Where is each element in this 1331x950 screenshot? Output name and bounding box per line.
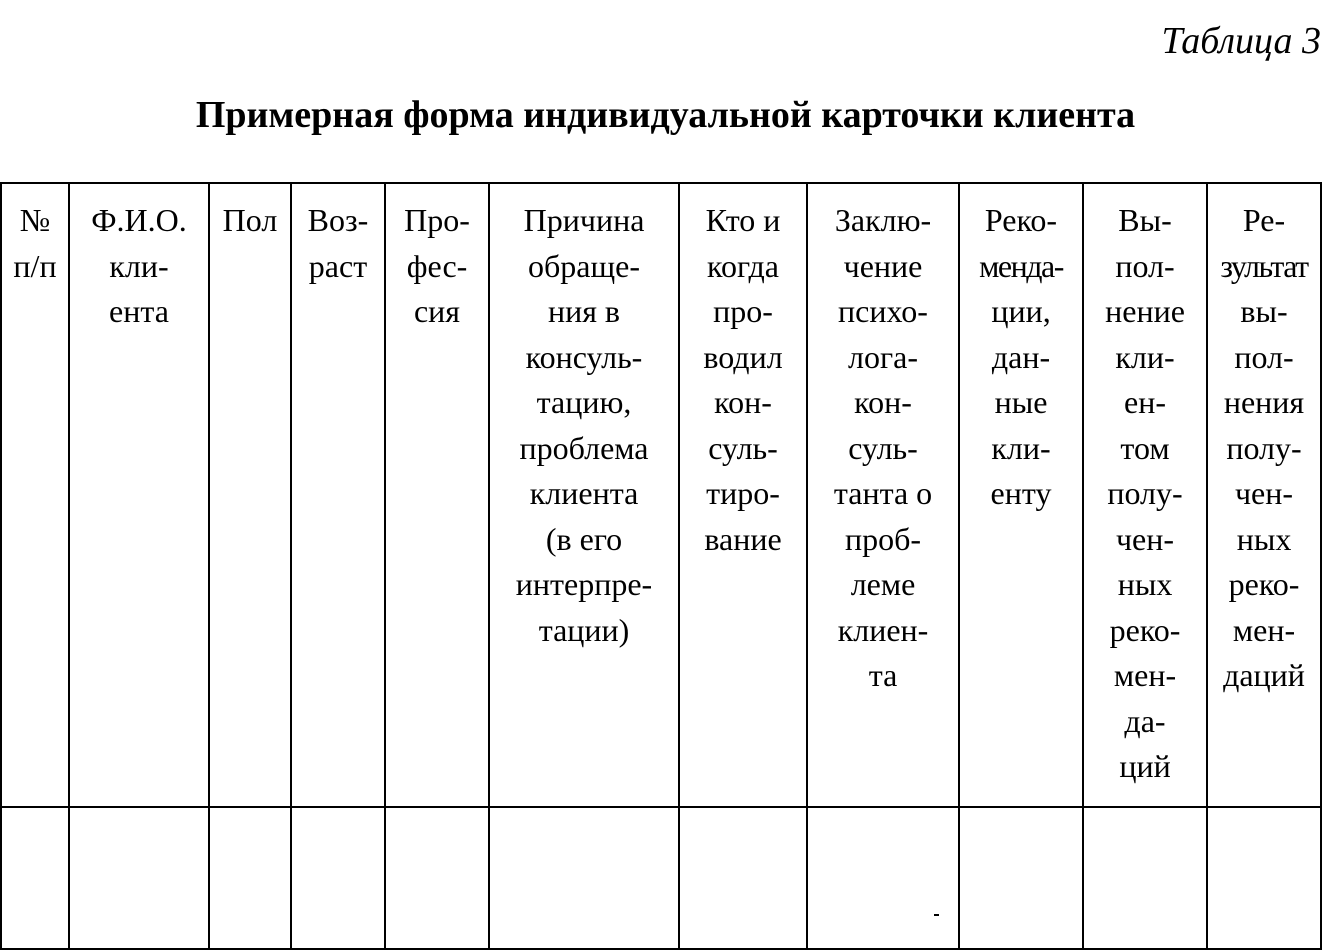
- header-num: [1, 183, 69, 807]
- header-line: Ф.И.О.: [91, 202, 187, 238]
- header-recommendations: [959, 183, 1083, 807]
- header-line: чен-: [1234, 475, 1294, 511]
- header-fio: [69, 183, 209, 807]
- cell-result[interactable]: [1207, 807, 1321, 949]
- header-reason: [489, 183, 679, 807]
- header-line: кон-: [714, 384, 772, 420]
- header-line: том: [1120, 429, 1170, 466]
- header-line: ных: [1117, 566, 1173, 602]
- header-line: ных: [1236, 520, 1292, 557]
- header-line: вы-: [1240, 293, 1288, 329]
- header-line: интерпре-: [515, 566, 653, 602]
- header-row: [1, 183, 1321, 807]
- header-line: фес-: [406, 247, 468, 284]
- header-line: Вы-: [1118, 202, 1172, 238]
- header-line: зультат: [1220, 247, 1308, 284]
- header-line: ции,: [991, 293, 1051, 329]
- header-line: лога-: [848, 338, 918, 375]
- header-line: ния в: [547, 293, 621, 329]
- header-line: суль-: [848, 429, 918, 466]
- cell-reason[interactable]: [489, 807, 679, 949]
- header-line: чен-: [1115, 520, 1175, 557]
- header-line: чение: [843, 247, 923, 284]
- header-line: ен-: [1124, 384, 1166, 420]
- header-line: Воз-: [307, 202, 369, 238]
- cell-who-when[interactable]: [679, 807, 807, 949]
- header-line: консуль-: [525, 338, 643, 375]
- header-line: мен-: [1113, 657, 1177, 693]
- header-line: ций: [1119, 748, 1171, 784]
- header-who-when: [679, 183, 807, 807]
- header-line: психо-: [838, 293, 928, 329]
- header-line: Ре-: [1242, 202, 1286, 238]
- header-line: клиен-: [837, 611, 929, 648]
- header-line: ента: [109, 293, 169, 329]
- header-line: тиро-: [706, 475, 780, 511]
- cell-conclusion[interactable]: [807, 807, 959, 949]
- header-line: п/п: [13, 247, 57, 284]
- header-line: вание: [704, 520, 782, 557]
- document-title: Примерная форма индивидуальной карточки клиента: [195, 94, 1136, 136]
- header-line: танта о: [833, 475, 933, 511]
- client-card-table: [0, 182, 1322, 950]
- header-line: про-: [713, 293, 773, 329]
- header-profession: [385, 183, 489, 807]
- header-line: №: [19, 202, 51, 238]
- header-line: Реко-: [984, 202, 1058, 238]
- header-line: проблема: [519, 429, 649, 466]
- header-line: да-: [1124, 702, 1166, 739]
- header-line: кли-: [1115, 338, 1175, 375]
- table-number-label: Таблица 3: [1161, 20, 1321, 62]
- header-line: полу-: [1107, 475, 1183, 511]
- header-line: Причина: [523, 202, 645, 238]
- header-line: сия: [413, 293, 461, 329]
- header-line: пол-: [1115, 247, 1175, 284]
- header-line: раст: [308, 247, 368, 284]
- header-line: проб-: [844, 520, 922, 557]
- header-line: водил: [703, 338, 783, 375]
- header-line: нение: [1105, 293, 1185, 329]
- scan-speck: [934, 914, 939, 916]
- cell-profession[interactable]: [385, 807, 489, 949]
- cell-fulfillment[interactable]: [1083, 807, 1207, 949]
- header-line: та: [868, 657, 898, 693]
- header-line: суль-: [708, 429, 778, 466]
- header-line: реко-: [1228, 566, 1300, 602]
- header-line: енту: [990, 475, 1052, 511]
- header-line: клиента: [529, 475, 639, 511]
- header-result: [1207, 183, 1321, 807]
- header-age: [291, 183, 385, 807]
- header-line: тацию,: [536, 384, 632, 420]
- header-sex: [209, 183, 291, 807]
- header-line: мен-: [1232, 611, 1296, 648]
- header-line: даций: [1223, 657, 1305, 693]
- header-line: Заклю-: [834, 202, 932, 238]
- header-line: кли-: [109, 247, 169, 284]
- header-line: леме: [850, 566, 916, 602]
- cell-recommendations[interactable]: [959, 807, 1083, 949]
- header-line: полу-: [1226, 429, 1302, 466]
- header-line: нения: [1223, 384, 1305, 420]
- empty-data-row: [1, 807, 1321, 949]
- header-line: менда-: [979, 247, 1063, 284]
- header-line: (в его: [545, 520, 623, 557]
- header-line: Пол: [222, 202, 278, 238]
- cell-sex[interactable]: [209, 807, 291, 949]
- header-line: кон-: [854, 384, 912, 420]
- header-line: Про-: [404, 202, 470, 238]
- header-line: когда: [707, 247, 779, 284]
- cell-fio[interactable]: [69, 807, 209, 949]
- header-line: реко-: [1109, 611, 1181, 648]
- cell-age[interactable]: [291, 807, 385, 949]
- header-line: пол-: [1234, 338, 1294, 375]
- cell-num[interactable]: [1, 807, 69, 949]
- header-line: Кто и: [705, 202, 781, 238]
- header-line: тации): [538, 611, 630, 648]
- header-line: обраще-: [528, 247, 640, 284]
- header-fulfillment: [1083, 183, 1207, 807]
- header-line: кли-: [991, 429, 1051, 466]
- header-line: ные: [994, 384, 1048, 420]
- header-conclusion: [807, 183, 959, 807]
- header-line: дан-: [991, 338, 1051, 375]
